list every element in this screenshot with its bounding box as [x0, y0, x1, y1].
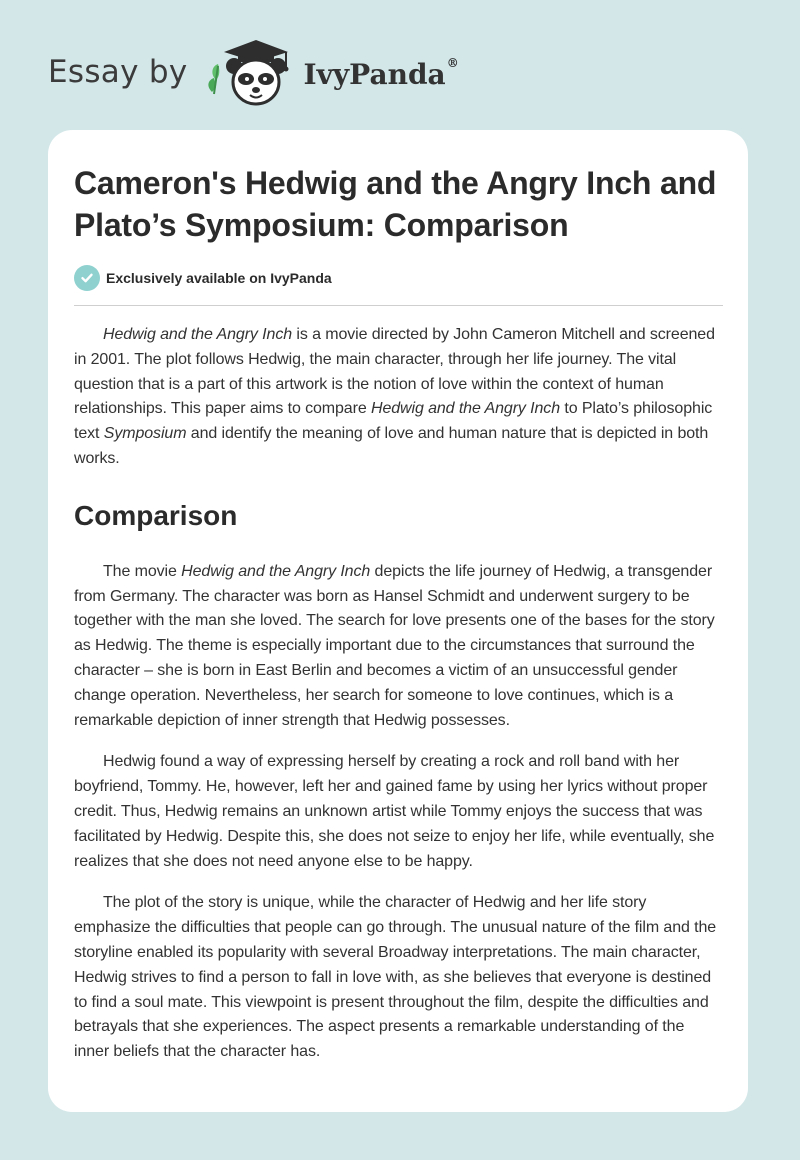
divider [74, 305, 723, 306]
intro-paragraph: Hedwig and the Angry Inch is a movie directed by John Cameron Mitchell and screened in 2001. The plot follows Hedwig, the main character, through her life journey. The vital question that is a part of this artwork is the notion of love within the context of human relationships. This paper aims to compare Hedwig and the Angry Inch to Plato’s philosophic text Symposium and identify the meaning of love and human nature that is depicted in both works. [74, 326, 715, 467]
essay-card [48, 130, 748, 1112]
section-heading: Comparison [74, 499, 238, 531]
exclusive-badge [74, 264, 722, 292]
checkmark-icon [74, 265, 100, 291]
body-paragraph-1: The movie Hedwig and the Angry Inch depicts the life journey of Hedwig, a transgender from Germany. The character was born as Hansel Schmidt and underwent surgery to be together with the man she loved. The search for love presents one of the bases for the story as Hedwig. The theme is especially important due to the circumstances that surround the character – she is born in East Berlin and becomes a victim of an unsuccessful gender change operation. Nevertheless, her search for someone to love continues, which is a remarkable depiction of inner strength that Hedwig possesses. [74, 562, 715, 729]
essay-title: Cameron's Hedwig and the Angry Inch and Plato’s Symposium: Comparison [74, 165, 717, 243]
body-paragraph-2: Hedwig found a way of expressing herself by creating a rock and roll band with her boyfriend, Tommy. He, however, left her and gained fame by using her lyrics without proper credit. Thus, Hedwig remains an unknown artist while Tommy enjoys the success that was facilitated by Hedwig. Despite this, she does not seize to enjoy her life, while eventually, she realizes that she does not need anyone else to be happy. [74, 753, 715, 870]
essay-by-label: Essay by [48, 54, 188, 90]
site-header [48, 36, 459, 108]
brand-name[interactable]: IvyPanda® [303, 56, 459, 91]
badge-text: Exclusively available on IvyPanda [106, 270, 332, 286]
body-paragraph-3: The plot of the story is unique, while the character of Hedwig and her life story emphasize the difficulties that people can go through. The unusual nature of the film and the storyline enabled its popularity with several Broadway interpretations. The main character, Hedwig strives to find a person to fall in love with, as she believes that everyone is destined to find a soul mate. This viewpoint is present throughout the film, despite the difficulties and betrayals that she experiences. The aspect presents a remarkable understanding of the inner beliefs that the character has. [74, 894, 717, 1061]
panda-logo-icon[interactable] [206, 36, 298, 108]
